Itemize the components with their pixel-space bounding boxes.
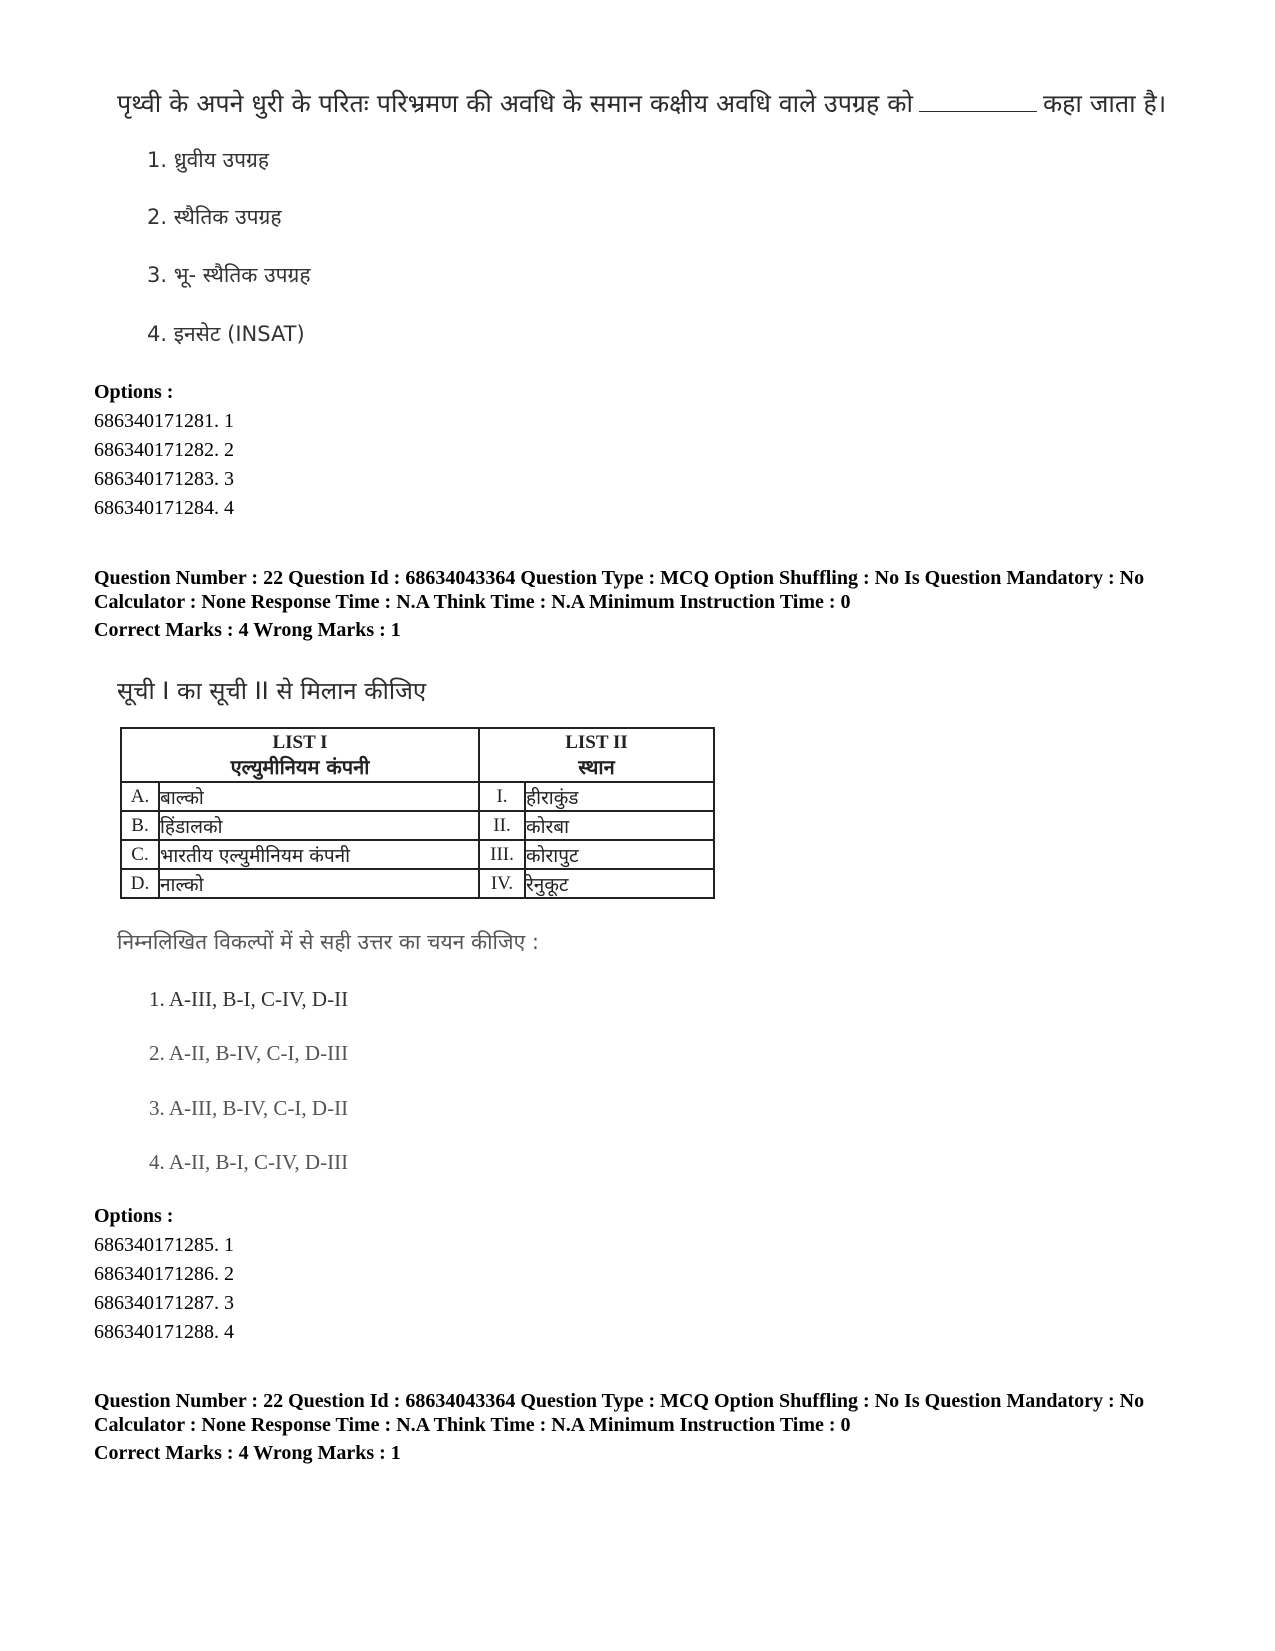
choice-4: 4. इनसेट (INSAT) xyxy=(147,322,305,346)
list2-subtitle: स्थान xyxy=(578,755,615,779)
select-instruction: निम्नलिखित विकल्पों में से सही उत्तर का चयन कीजिए : xyxy=(117,930,539,954)
options-heading: Options : xyxy=(94,1205,174,1227)
table-row xyxy=(121,782,714,811)
marks-meta: Correct Marks : 4 Wrong Marks : 1 xyxy=(94,1442,401,1464)
choice-1: 1. ध्रुवीय उपग्रह xyxy=(147,148,270,172)
table-header-row xyxy=(121,728,714,782)
list1-value: भारतीय एल्युमीनियम कंपनी xyxy=(159,840,479,869)
option-line: 686340171286. 2 xyxy=(94,1263,234,1285)
choice-3: 3. भू- स्थैतिक उपग्रह xyxy=(147,263,311,287)
choice-2: 2. स्थैतिक उपग्रह xyxy=(147,205,282,229)
question-stem xyxy=(117,86,1166,120)
option-line: 686340171288. 4 xyxy=(94,1321,234,1343)
option-line: 686340171282. 2 xyxy=(94,439,234,461)
list1-key: D. xyxy=(121,869,159,898)
list1-value: नाल्को xyxy=(159,869,479,898)
table-row xyxy=(121,840,714,869)
list1-key: A. xyxy=(121,782,159,811)
choice-4: 4. A-II, B-I, C-IV, D-III xyxy=(149,1150,349,1174)
list1-value: बाल्को xyxy=(159,782,479,811)
list2-value: कोरापुट xyxy=(525,840,714,869)
question-meta: Question Number : 22 Question Id : 68634043364 Question Type : MCQ Option Shuffling : No Is Question Mandatory : No Calculator : None Response Time : N.A Think Time : N.A Minimum Instruction Time : 0 xyxy=(94,567,1145,613)
list1-key: B. xyxy=(121,811,159,840)
list2-key: III. xyxy=(479,840,525,869)
list1-subtitle: एल्युमीनियम कंपनी xyxy=(230,755,370,779)
list2-value: हीराकुंड xyxy=(525,782,714,811)
match-table xyxy=(120,727,715,899)
list2-value: रेनुकूट xyxy=(525,869,714,898)
marks-meta: Correct Marks : 4 Wrong Marks : 1 xyxy=(94,619,401,641)
list2-key: IV. xyxy=(479,869,525,898)
choice-2: 2. A-II, B-IV, C-I, D-III xyxy=(149,1041,349,1065)
question-meta: Question Number : 22 Question Id : 68634043364 Question Type : MCQ Option Shuffling : No Is Question Mandatory : No Calculator : None Response Time : N.A Think Time : N.A Minimum Instruction Time : 0 xyxy=(94,1390,1145,1436)
choice-3: 3. A-III, B-IV, C-I, D-II xyxy=(149,1096,349,1120)
list2-key: II. xyxy=(479,811,525,840)
option-line: 686340171283. 3 xyxy=(94,468,234,490)
list2-key: I. xyxy=(479,782,525,811)
list2-title: LIST II xyxy=(565,732,628,753)
list1-key: C. xyxy=(121,840,159,869)
options-heading: Options : xyxy=(94,381,174,403)
question-stem-before: पृथ्वी के अपने धुरी के परितः परिभ्रमण की अवधि के समान कक्षीय अवधि वाले उपग्रह को xyxy=(117,89,913,118)
answer-blank xyxy=(919,89,1037,112)
table-row xyxy=(121,869,714,898)
list2-header xyxy=(479,728,714,782)
option-line: 686340171284. 4 xyxy=(94,497,234,519)
match-instruction: सूची I का सूची II से मिलान कीजिए xyxy=(117,677,427,705)
table-row xyxy=(121,811,714,840)
list2-value: कोरबा xyxy=(525,811,714,840)
choice-1: 1. A-III, B-I, C-IV, D-II xyxy=(149,987,349,1011)
option-line: 686340171281. 1 xyxy=(94,410,234,432)
option-line: 686340171287. 3 xyxy=(94,1292,234,1314)
question-stem-after: कहा जाता है। xyxy=(1042,89,1167,118)
list1-header xyxy=(121,728,479,782)
list1-value: हिंडालको xyxy=(159,811,479,840)
list1-title: LIST I xyxy=(272,732,328,753)
option-line: 686340171285. 1 xyxy=(94,1234,234,1256)
